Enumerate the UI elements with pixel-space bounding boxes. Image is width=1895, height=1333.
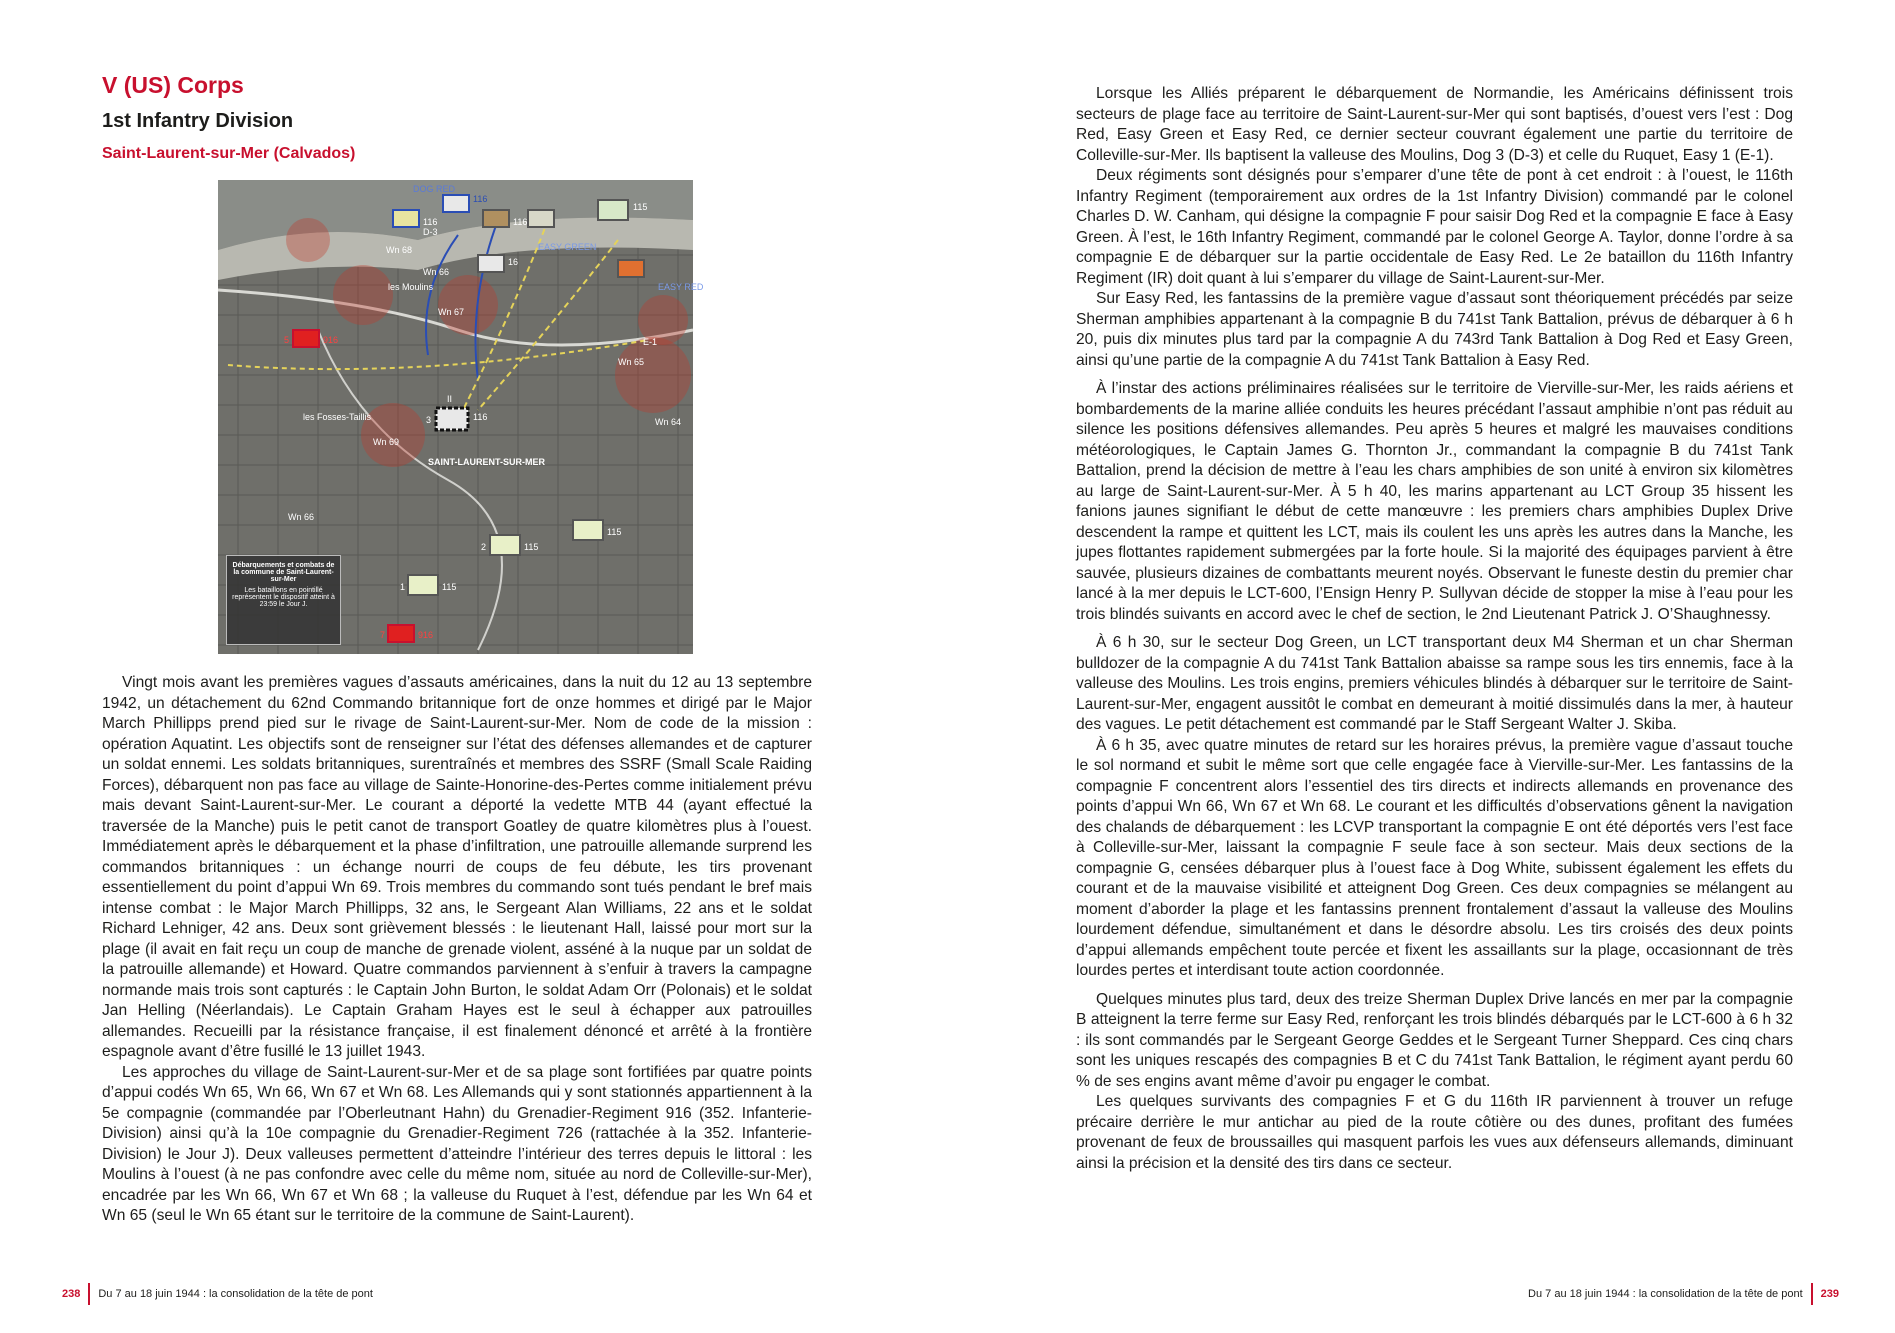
map-label-easy-red: EASY RED	[658, 282, 704, 292]
battalion-mark: II	[447, 394, 453, 404]
map-label-d3: D-3	[423, 227, 438, 237]
map-label-wn66: Wn 66	[288, 512, 315, 522]
map-label-wn68: Wn 68	[386, 245, 413, 255]
right-page	[948, 0, 1895, 1333]
map-legend-title: Débarquements et combats de la commune de Saint-Laurent-sur-Mer	[232, 562, 335, 583]
unit-label-116c: 116	[513, 217, 528, 227]
running-footer: Du 7 au 18 juin 1944 : la consolidation de la tête de pont	[1528, 1287, 1803, 1300]
page-number: 238	[62, 1287, 81, 1300]
left-body-text	[102, 673, 812, 1227]
running-footer: Du 7 au 18 juin 1944 : la consolidation de la tête de pont	[98, 1287, 373, 1300]
paragraph: À 6 h 30, sur le secteur Dog Green, un LCT transportant deux M4 Sherman et un char Sherman bulldozer de la compagnie A du 741st Tank Battalion abaisse sa rampe sous les tirs ennemis, face à la valleuse des Moulins. Les trois engins, premiers véhicules blindés à débarquer sur le territoire de Saint-Laurent-sur-Mer, engagent aussitôt le combat en demeurant à moitié dissimulés dans la mer, à hauteur des vagues. Le petit détachement est commandé par le Staff Sergeant Walter J. Skiba.	[1076, 634, 1793, 733]
paragraph: Deux régiments sont désignés pour s’emparer d’une tête de pont à cet endroit : à l’ouest, le 116th Infantry Regiment (temporairement aux ordres de la 1st Infantry Division) commandé par le colonel Charles D. W. Canham, qui désigne la compagnie F pour saisir Dog Red et la compagnie E face à Easy Green. À l’est, le 16th Infantry Regiment, commandé par le colonel George A. Taylor, donne l’ordre à sa compagnie E de débarquer sur la partie occidentale de Easy Red. Le 2e bataillon du 116th Infantry Regiment (IR) doit quant à lui s’emparer du village de Saint-Laurent-sur-Mer.	[1076, 167, 1793, 287]
unit-label-115a: 115	[633, 202, 648, 212]
paragraph: Les quelques survivants des compagnies F et G du 116th IR parviennent à trouver un refuge précaire derrière le mur antichar au pied de la route côtière ou des dunes, profitant des fumées provenant de feux de broussailles qui masquent parfois les vues aux défenseurs allemands, diminuant ainsi la précision et la densité des tirs dans ce secteur.	[1076, 1093, 1793, 1172]
paragraph: À l’instar des actions préliminaires réalisées sur le territoire de Vierville-sur-Mer, les raids aériens et bombardements de la marine alliée conduits les heures précédant l’assaut amphibie n’ont pas réduit au silence les positions défensives allemandes. Peu après 5 heures et malgré les mauvaises conditions météorologiques, le Captain James G. Thornton Jr., commandant la compagnie B du 741st Tank Battalion, prend la décision de mettre à l’eau les chars amphibies de son unité à environ six kilomètres au large de Saint-Laurent-sur-Mer. À 5 h 40, les marins appartenant au LCT Group 35 hissent les fanions jaunes signifiant le début de cette manœuvre : les premiers chars amphibies Duplex Drive descendent la rampe et quittent les LCT, mais ils coulent les uns après les autres dans la Manche, les jupes flottantes rapidement submergées par la forte houle. Si la majorité des équipages parvient à être sauvée, plusieurs dizaines de combattants meurent noyés. Observant le funeste destin du premier char lancé à la mer depuis le LCT-600, l’Ensign Henry P. Sullyvan décide de stopper la mise à l’eau pour les trois blindés suivants en accord avec le chef de section, le 2nd Lieutenant Patrick J. O’Shaughnessy.	[1076, 380, 1793, 623]
map-label-wn66-top: Wn 66	[423, 267, 450, 277]
map-label-wn67: Wn 67	[438, 307, 465, 317]
right-footer	[1528, 1283, 1839, 1305]
paragraph: Lorsque les Alliés préparent le débarquement de Normandie, les Américains définissent trois secteurs de plage face au territoire de Saint-Laurent-sur-Mer qui sont baptisés, d’ouest vers l’est : Dog Red, Easy Green et Easy Red, ce dernier secteur couvrant également une partie du territoire de Colleville-sur-Mer. Ils baptisent la valleuse des Moulins, Dog 3 (D-3) et celle du Ruquet, Easy 1 (E-1).	[1076, 85, 1793, 164]
unit-label-115c: 115	[607, 527, 622, 537]
right-body-text	[1076, 84, 1793, 1174]
unit-label-115d: 115	[442, 582, 457, 592]
map-label-dog-red: DOG RED	[413, 184, 456, 194]
paragraph: Quelques minutes plus tard, deux des treize Sherman Duplex Drive lancés en mer par la compagnie B atteignent la terre ferme sur Easy Red, renforçant les trois blindés débarqués par le LCT-600 à 6 h 32 : ils sont commandés par le Sergeant George Geddes et le Sergeant Turner Sheppard. Ces cinq chars sont les uniques rescapés des compagnies B et C du 741st Tank Battalion, le régiment ayant perdu 60 % de ses engins avant même d’avoir pu engager le combat.	[1076, 990, 1793, 1090]
map-legend-note: Les bataillons en pointillé représentent le dispositif atteint à 23:59 le Jour J.	[232, 587, 335, 608]
unit-label-116d: 116	[473, 412, 488, 422]
unit-number-5: 5	[284, 335, 290, 345]
division-subtitle: 1st Infantry Division	[102, 110, 294, 132]
section-title: V (US) Corps	[102, 72, 244, 98]
paragraph: Vingt mois avant les premières vagues d’assauts américaines, dans la nuit du 12 au 13 septembre 1942, un détachement du 62nd Commando britannique fort de onze hommes et dirigé par le Major March Phillipps prend pied sur le rivage de Saint-Laurent-sur-Mer. Nom de code de la mission : opération Aquatint. Les objectifs sont de renseigner sur l’état des défenses allemandes et de capturer un soldat ennemi. Les soldats britanniques, surentraînés et membres des SSRF (Small Scale Raiding Forces), débarquent non pas face au village de Sainte-Honorine-des-Pertes comme initialement prévu mais devant Saint-Laurent-sur-Mer. Le courant a déporté la vedette MTB 44 (ayant effectué la traversée de la Manche) puis le petit canot de transport Goatley de quatre kilomètres plus à l’ouest. Immédiatement après le débarquement et la phase d’infiltration, une patrouille allemande surprend les commandos britanniques : un échange nourri de coups de feu débute, les tirs provenant essentiellement du point d’appui Wn 69. Trois membres du commando sont tués pendant le bref mais intense combat : le Major March Phillipps, 32 ans, le Sergeant Alan Williams, 22 ans et le soldat Richard Lehniger, 42 ans. Deux sont grièvement blessés : le lieutenant Hall, laissé pour mort sur la plage (il avait en fait reçu un coup de manche de grenade violent, asséné à la nuque par un soldat de la patrouille allemande) et Howard. Quatre commandos parviennent à s’enfuir à travers la campagne normande mais trois sont capturés : le Captain John Burton, le soldat Adam Orr (Polonais) et le soldat Jan Helling (Néerlandais). Le Captain Graham Hayes est le seul à échapper aux patrouilles allemandes. Recueilli par la résistance française, il est finalement dénoncé et arrêté à la frontière espagnole avant d’être fusillé le 13 juillet 1943.	[102, 674, 812, 1060]
map-label-wn65: Wn 65	[618, 357, 645, 367]
map-label-wn64: Wn 64	[655, 417, 682, 427]
unit-label-916a: 916	[323, 335, 339, 345]
unit-number-2: 2	[481, 542, 487, 552]
unit-label-916b: 916	[418, 630, 434, 640]
map-label-saint-laurent: SAINT-LAURENT-SUR-MER	[428, 457, 545, 467]
paragraph: Les approches du village de Saint-Laurent-sur-Mer et de sa plage sont fortifiées par quatre points d’appui codés Wn 65, Wn 66, Wn 67 et Wn 68. Les Allemands qui y sont stationnés appartiennent à la 5e compagnie (commandée par l’Oberleutnant Hahn) du Grenadier-Regiment 916 (352. Infanterie-Division) ainsi qu’à la 10e compagnie du Grenadier-Regiment 726 (rattachée à la 352. Infanterie-Division) le Jour J). Deux valleuses permettent d’atteindre l’intérieur des terres depuis le littoral : les Moulins à l’ouest (à ne pas confondre avec celle du même nom, située au nord de Colleville-sur-Mer), encadrée par les Wn 66, Wn 67 et Wn 68 ; la valleuse du Ruquet à l’est, défendue par les Wn 64 et Wn 65 (seul le Wn 65 étant sur le territoire de la commune de Saint-Laurent).	[102, 1063, 812, 1224]
map-label-les-fosses-taillis: les Fosses-Taillis	[303, 412, 372, 422]
map-label-easy-green: EASY GREEN	[538, 242, 597, 252]
map-label-wn69: Wn 69	[373, 437, 400, 447]
unit-label-116a: 116	[473, 194, 488, 204]
page-number: 239	[1820, 1287, 1839, 1300]
unit-number-7: 7	[380, 630, 386, 640]
footer-divider	[88, 1283, 90, 1305]
unit-number-3: 3	[426, 415, 432, 425]
unit-number-1: 1	[400, 582, 406, 592]
map-legend	[226, 555, 341, 645]
unit-label-116b: 116	[423, 217, 438, 227]
map-label-e1: E-1	[643, 337, 658, 347]
paragraph: Sur Easy Red, les fantassins de la première vague d’assaut sont théoriquement précédés par seize Sherman amphibies appartenant à la compagnie B du 741st Tank Battalion, prévus de débarquer à 6 h 20, puis dix minutes plus tard par la compagnie A du 743rd Tank Battalion à Dog Red et Easy Green, ainsi qu’une partie de la compagnie A du 741st Tank Battalion à Easy Red.	[1076, 290, 1793, 369]
left-page	[0, 0, 947, 1333]
place-heading: Saint-Laurent-sur-Mer (Calvados)	[102, 145, 356, 162]
battle-map	[218, 180, 704, 654]
left-footer	[62, 1283, 373, 1305]
unit-label-16: 16	[508, 257, 519, 267]
footer-divider	[1811, 1283, 1813, 1305]
map-label-les-moulins: les Moulins	[388, 282, 434, 292]
paragraph: À 6 h 35, avec quatre minutes de retard sur les horaires prévus, la première vague d’assaut touche le sol normand et subit le même sort que celle engagée face à Vierville-sur-Mer. Les fantassins de la compagnie F concentrent alors l’essentiel des tirs directs et indirects allemands en provenance des points d’appui Wn 66, Wn 67 et Wn 68. Le courant et les difficultés d’observations gênent la navigation des chalands de débarquement : les LCVP transportant la compagnie E ont été déportés vers l’est face à Colleville-sur-Mer, laissant la compagnie F seule face à son secteur. Mais deux sections de la compagnie G, censées débarquer plus à l’ouest face à Dog White, subissent également les effets du courant et de la mauvaise visibilité et atteignent Dog Green. Ces deux compagnies se mélangent au moment d’aborder la plage et les fantassins prennent frontalement d’assaut la valleuse des Moulins lourdement défendue, simultanément et dans le désordre absolu. Les tirs croisés des deux points d’appui allemands empêchent toute percée et fixent les assaillants sur la plage, occasionnant de très lourdes pertes et interdisant toute action coordonnée.	[1076, 736, 1793, 979]
unit-label-115b: 115	[524, 542, 539, 552]
